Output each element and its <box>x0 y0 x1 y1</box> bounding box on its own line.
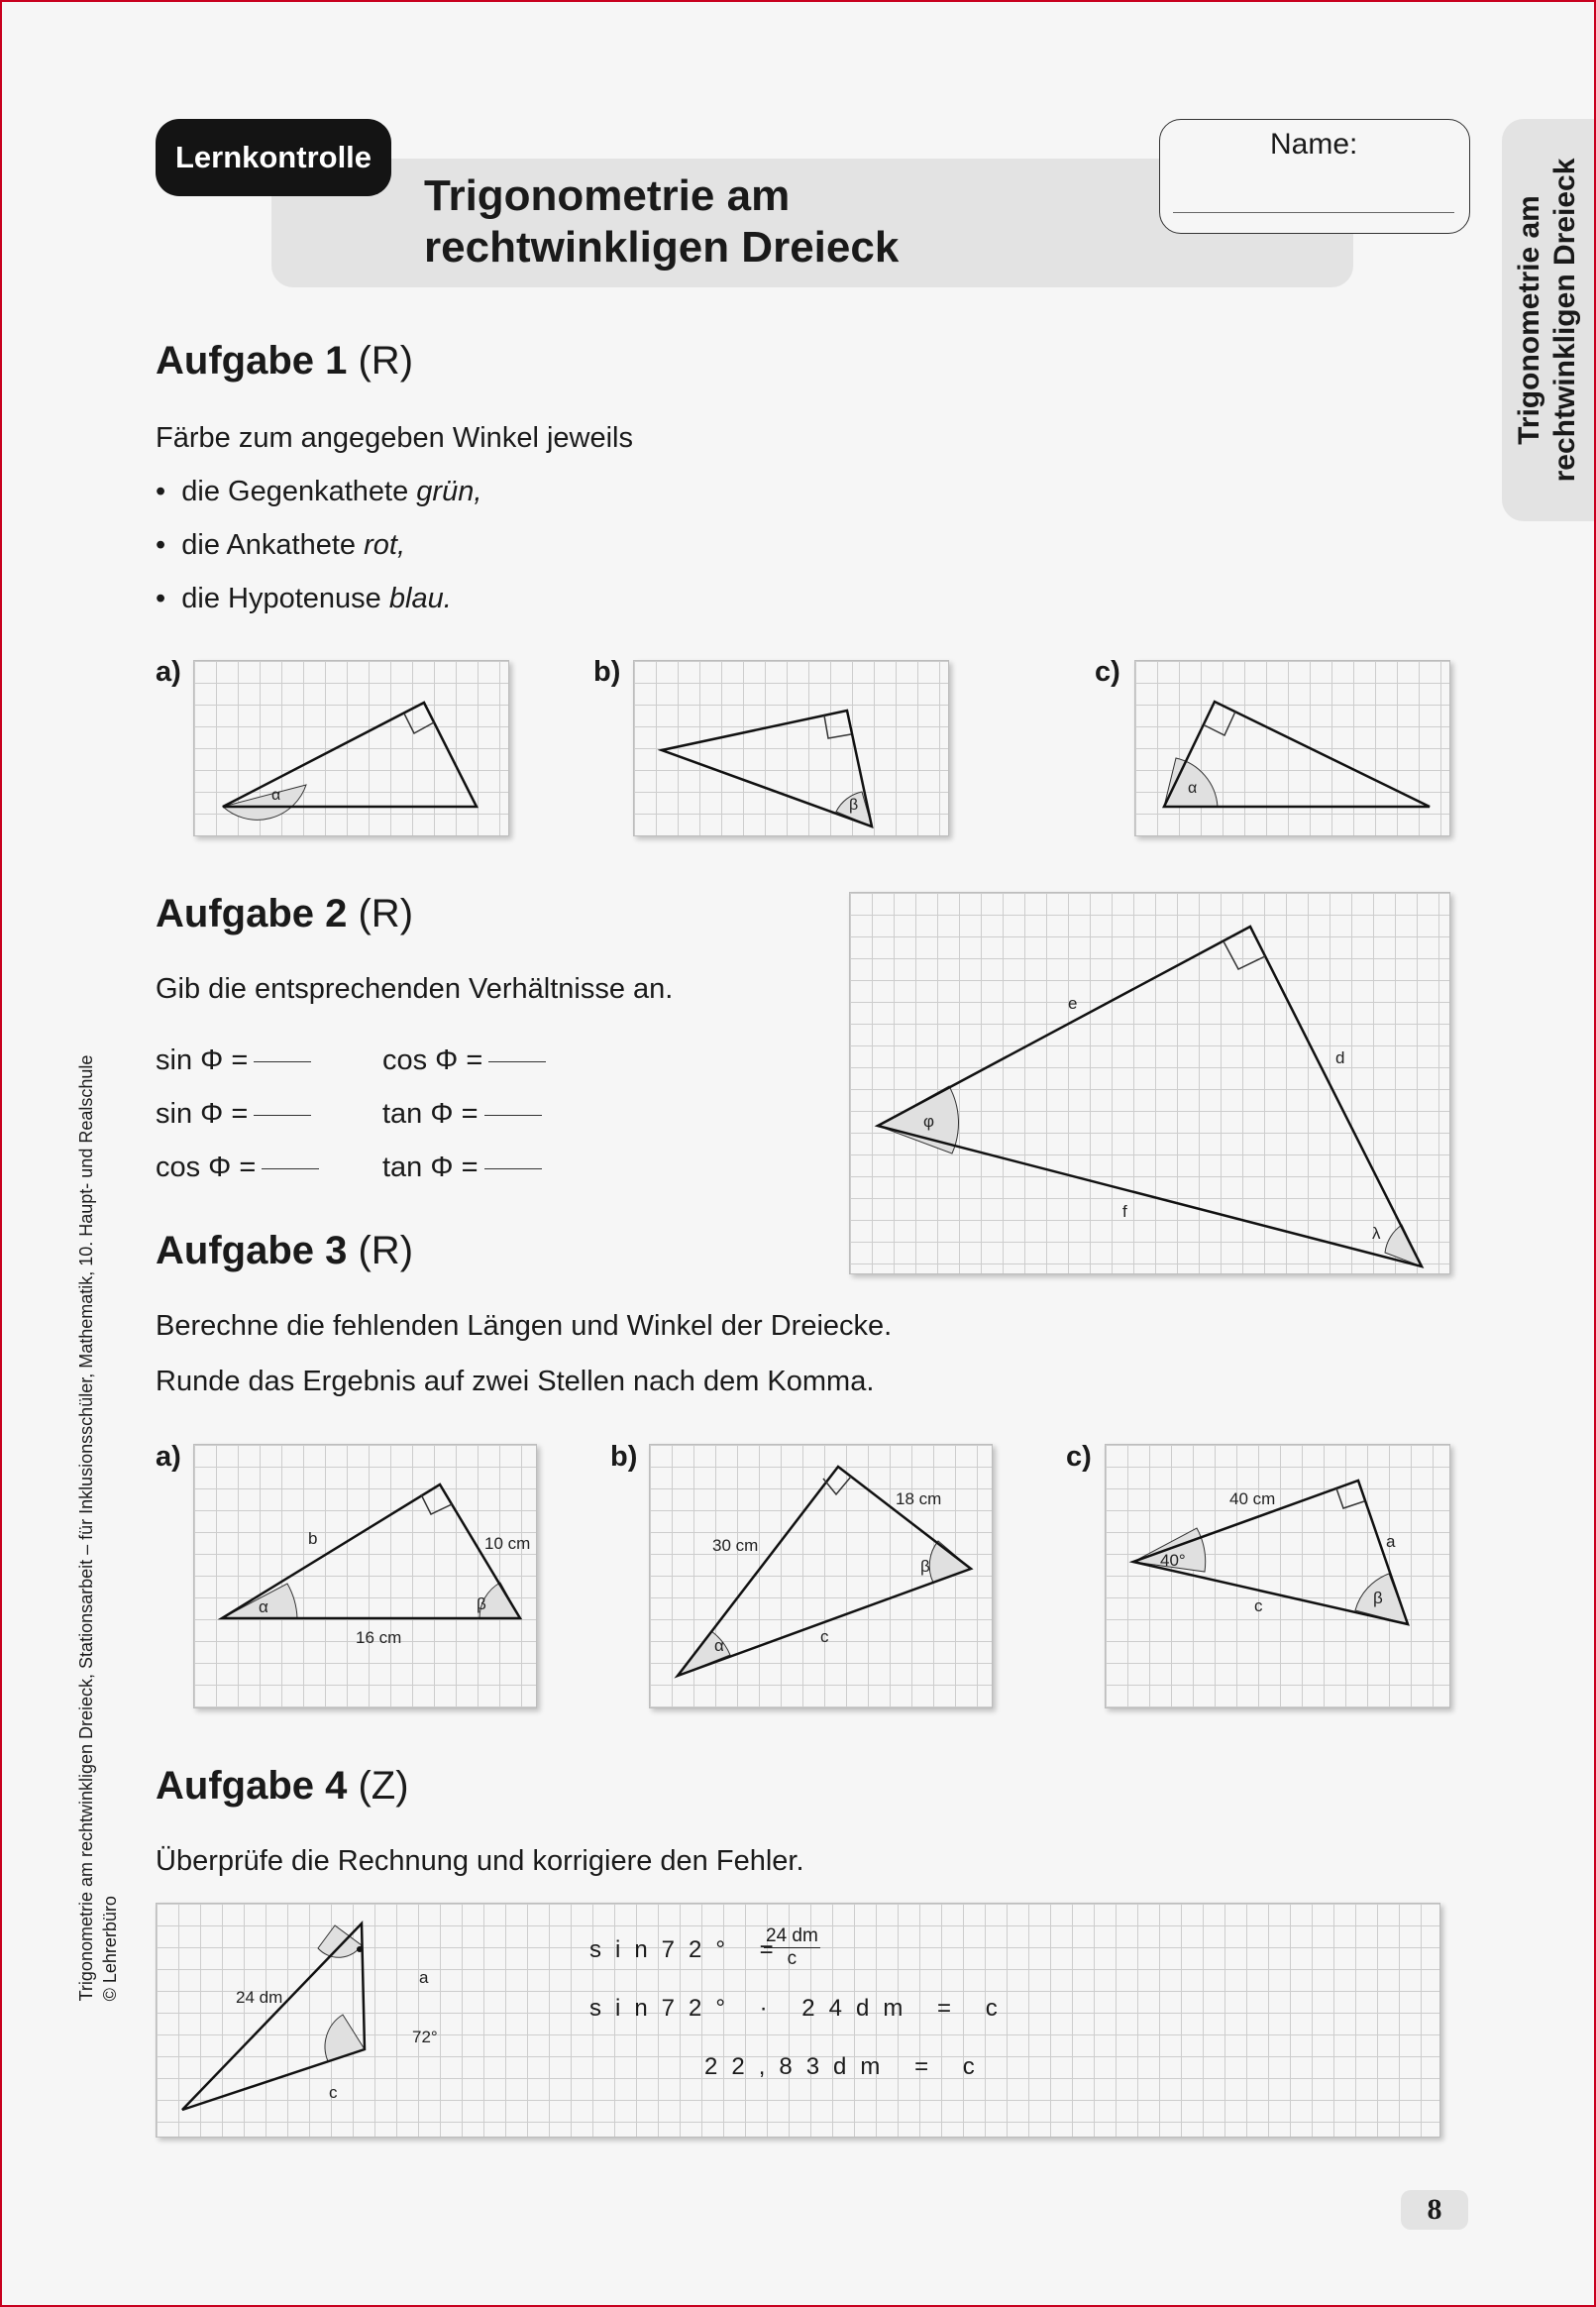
task3-line: Runde das Ergebnis auf zwei Stellen nach dem Komma. <box>156 1366 875 1397</box>
side-label: e <box>1068 994 1078 1013</box>
side-label: c <box>1254 1596 1263 1615</box>
page-title: Trigonometrie am rechtwinkligen Dreieck <box>424 171 900 272</box>
fraction: 24 dm c <box>766 1925 818 1969</box>
name-line <box>1173 212 1454 213</box>
calc-line-3: 22,83dm = c <box>704 2053 989 2080</box>
task1-bullet: • die Hypotenuse blau. <box>156 583 452 614</box>
calc-line-1: sin72° = <box>589 1936 788 1963</box>
right-angle-dot <box>357 1946 363 1952</box>
triangle-diagram <box>1135 661 1449 835</box>
task1-intro: Färbe zum angegeben Winkel jeweils <box>156 422 633 454</box>
task4-intro: Überprüfe die Rechnung und korrigiere den Fehler. <box>156 1845 804 1877</box>
triangle-diagram <box>634 661 948 835</box>
task3-line: Berechne die fehlenden Längen und Winkel der Dreiecke. <box>156 1310 893 1342</box>
angle-label: λ <box>1372 1224 1381 1243</box>
task3b-label: b) <box>610 1441 638 1473</box>
task3-heading: Aufgabe 3 (R) <box>156 1229 414 1272</box>
side-label: c <box>329 2083 338 2102</box>
name-label: Name: <box>1270 128 1358 161</box>
formula-blank[interactable]: tan Φ = <box>382 1152 542 1184</box>
formula-blank[interactable]: cos Φ = <box>382 1044 546 1077</box>
side-label: 24 dm <box>236 1988 283 2007</box>
side-label: c <box>820 1627 829 1646</box>
task1c-label: c) <box>1095 656 1120 688</box>
triangle-diagram <box>850 893 1449 1273</box>
side-tab-title: Trigonometrie am rechtwinkligen Dreieck <box>1513 158 1581 483</box>
side-label: a <box>419 1968 429 1987</box>
triangle-diagram <box>650 1445 992 1707</box>
side-label: 10 cm <box>484 1534 531 1553</box>
formula-blank[interactable]: sin Φ = <box>156 1044 311 1077</box>
task4-worksheet <box>156 1903 1440 2138</box>
task3c-figure <box>1105 1444 1450 1708</box>
task2-intro: Gib die entsprechenden Verhältnisse an. <box>156 973 674 1005</box>
side-label: b <box>308 1529 318 1548</box>
side-label: 16 cm <box>356 1628 402 1647</box>
angle-label: 40° <box>1160 1551 1186 1570</box>
triangle-diagram <box>194 661 508 835</box>
side-label: 30 cm <box>712 1536 759 1555</box>
calc-line-2: sin72° · 24dm = c <box>589 1995 1011 2022</box>
triangle-diagram <box>194 1445 536 1707</box>
triangle-diagram <box>1106 1445 1449 1707</box>
copyright-note: Trigonometrie am rechtwinkligen Dreieck, Stationsarbeit – für Inklusionsschüler, Mathematik, 10. Haupt- und Realschule © Lehrerbüro <box>76 1054 120 2002</box>
task1-heading: Aufgabe 1 (R) <box>156 339 414 383</box>
task1-bullet: • die Ankathete rot, <box>156 529 406 561</box>
angle-label: α <box>714 1636 724 1655</box>
task3b-figure <box>649 1444 993 1708</box>
formula-blank[interactable]: tan Φ = <box>382 1098 542 1131</box>
angle-label: α <box>259 1597 268 1616</box>
task1b-label: b) <box>593 656 621 688</box>
task3c-label: c) <box>1066 1441 1092 1473</box>
side-label: 40 cm <box>1229 1489 1276 1508</box>
task1b-figure <box>633 660 949 836</box>
lernkontrolle-badge: Lernkontrolle <box>156 119 391 196</box>
angle-label: α <box>1188 780 1198 797</box>
task1c-figure <box>1134 660 1450 836</box>
page-number: 8 <box>1401 2190 1468 2230</box>
side-label: 18 cm <box>896 1489 942 1508</box>
formula-blank[interactable]: cos Φ = <box>156 1152 319 1184</box>
angle-label: φ <box>923 1112 935 1131</box>
angle-label: β <box>849 797 859 814</box>
task1a-figure <box>193 660 509 836</box>
side-label: f <box>1122 1202 1127 1221</box>
task4-heading: Aufgabe 4 (Z) <box>156 1764 409 1808</box>
task1a-label: a) <box>156 656 181 688</box>
angle-label: β <box>920 1557 930 1576</box>
side-label: d <box>1335 1048 1345 1067</box>
task1-bullet: • die Gegenkathete grün, <box>156 476 482 507</box>
task2-heading: Aufgabe 2 (R) <box>156 892 414 935</box>
side-label: a <box>1386 1532 1396 1551</box>
task3a-figure <box>193 1444 537 1708</box>
angle-label: β <box>1373 1589 1383 1607</box>
formula-blank[interactable]: sin Φ = <box>156 1098 311 1131</box>
angle-label: β <box>477 1594 486 1613</box>
angle-label: 72° <box>412 2028 438 2046</box>
task2-figure <box>849 892 1450 1274</box>
angle-label: α <box>271 787 281 804</box>
task3a-label: a) <box>156 1441 181 1473</box>
